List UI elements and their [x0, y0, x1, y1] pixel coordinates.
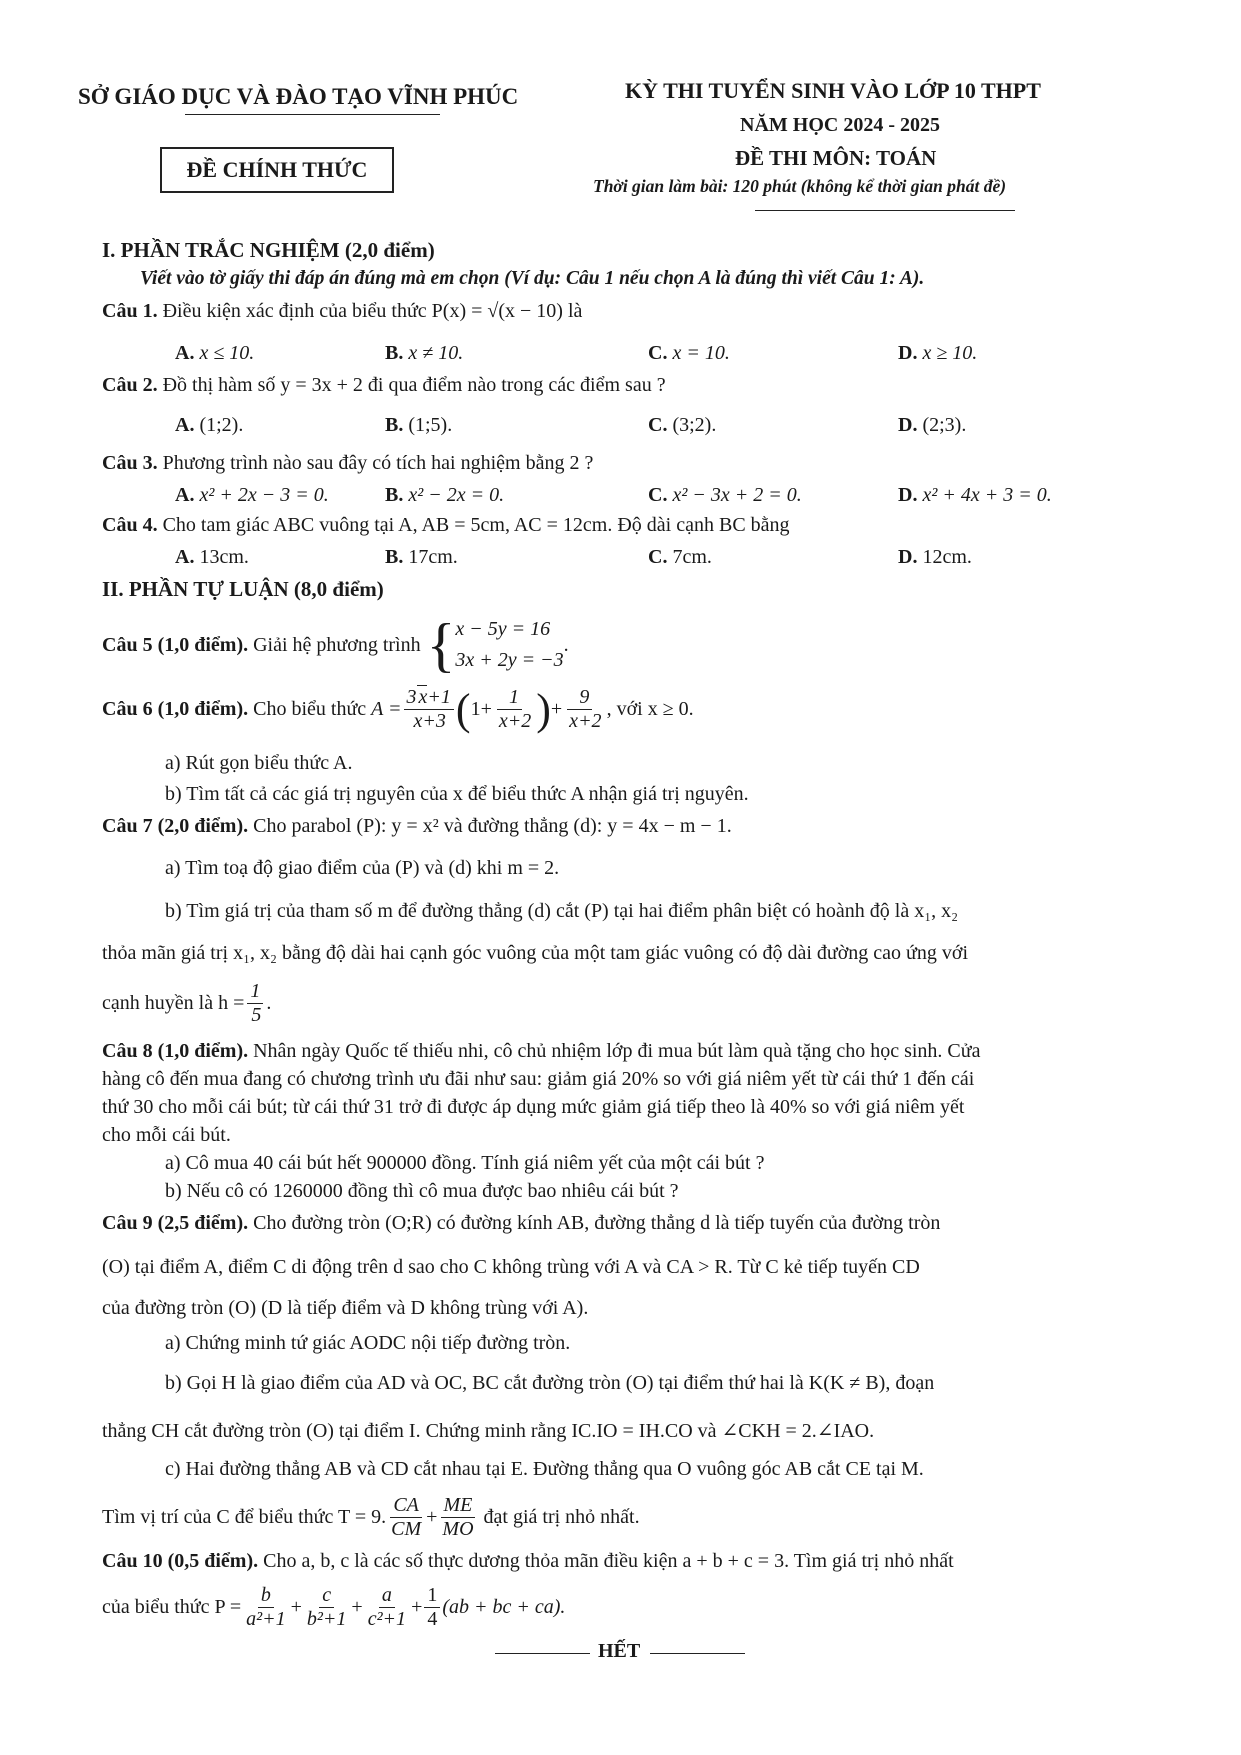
- q3-option-a: A. x² + 2x − 3 = 0.: [175, 484, 329, 506]
- fraction-a: $\frac{a}{\text{c²+1}}$: [367, 1584, 407, 1630]
- q1-option-a: A. x ≤ 10.: [175, 342, 255, 364]
- q3-option-b: B. x² − 2x = 0.: [385, 484, 505, 506]
- q1-label: Câu 1.: [102, 300, 158, 322]
- q7-part-b-line3: cạnh huyền là h = $\frac{1}{5}$ .: [102, 980, 272, 1026]
- expression-A: A =: [371, 698, 402, 720]
- q8-line3: thứ 30 cho mỗi cái bút; từ cái thứ 31 trở đi được áp dụng mức giảm giá tiếp theo là 40% so với giá niêm yết: [102, 1096, 965, 1118]
- time-underline: [755, 210, 1015, 211]
- q1-option-d: D. x ≥ 10.: [898, 342, 978, 364]
- q7-text: Cho parabol (P): y = x² và đường thẳng (d): y = 4x − m − 1.: [253, 815, 732, 837]
- q9-part-c-line1: c) Hai đường thẳng AB và CD cắt nhau tại E. Đường thẳng qua O vuông góc AB cắt CE tại M.: [165, 1458, 924, 1480]
- question-2: [102, 374, 666, 397]
- q5-label: Câu 5 (1,0 điểm).: [102, 633, 249, 656]
- q5-text: Giải hệ phương trình: [253, 633, 421, 656]
- q2-option-b: B. (1;5).: [385, 414, 453, 436]
- q6-text: Cho biểu thức: [253, 698, 367, 720]
- time-note: Thời gian làm bài: 120 phút (không kể thời gian phát đề): [593, 176, 1007, 196]
- q2-text: Đồ thị hàm số y = 3x + 2 đi qua điểm nào trong các điểm sau ?: [162, 374, 666, 396]
- q7-h-label: cạnh huyền là h =: [102, 992, 245, 1014]
- q9-part-a: a) Chứng minh tứ giác AODC nội tiếp đường tròn.: [165, 1332, 571, 1354]
- q2-option-c: C. (3;2).: [648, 414, 717, 436]
- part1-title: I. PHẦN TRẮC NGHIỆM (2,0 điểm): [102, 238, 435, 262]
- q3-option-d: D. x² + 4x + 3 = 0.: [898, 484, 1052, 506]
- q8-line1: Nhân ngày Quốc tế thiếu nhi, cô chủ nhiệm lớp đi mua bút làm quà tặng cho học sinh. Cửa: [253, 1040, 981, 1062]
- q4-option-b: B. 17cm.: [385, 546, 458, 568]
- q9-part-c-line2: Tìm vị trí của C để biểu thức T = 9. $\frac{CA}{CM}$ + $\frac{ME}{MO}$ đạt giá trị nhỏ nhất.: [102, 1494, 640, 1540]
- fraction-quarter: $\frac{1}{4}$: [424, 1584, 440, 1631]
- question-4: [102, 514, 790, 537]
- q2-label: Câu 2.: [102, 374, 158, 396]
- q4-option-c: C. 7cm.: [648, 546, 712, 568]
- fraction-2: $\frac{1}{x+2}$: [498, 686, 532, 732]
- q6-label: Câu 6 (1,0 điểm).: [102, 698, 249, 720]
- q8-part-b: b) Nếu cô có 1260000 đồng thì cô mua được bao nhiêu cái bút ?: [165, 1180, 679, 1202]
- q10-p-label: của biểu thức P =: [102, 1596, 242, 1618]
- q10-label: Câu 10 (0,5 điểm).: [102, 1550, 259, 1572]
- q4-text: Cho tam giác ABC vuông tại A, AB = 5cm, AC = 12cm. Độ dài cạnh BC bằng: [162, 514, 790, 536]
- department-name: SỞ GIÁO DỤC VÀ ĐÀO TẠO VĨNH PHÚC: [78, 84, 519, 109]
- q7-part-b-line1: b) Tìm giá trị của tham số m để đường thẳng (d) cắt (P) tại hai điểm phân biệt có hoành độ là x₁, x₂: [165, 900, 959, 922]
- fraction-me-mo: $\frac{ME}{MO}$: [442, 1494, 474, 1540]
- q9-part-b-line2: thẳng CH cắt đường tròn (O) tại điểm I. Chứng minh rằng IC.IO = IH.CO và ∠CKH = 2.∠IAO.: [102, 1420, 875, 1442]
- end-mark: HẾT: [598, 1640, 641, 1662]
- question-10: [102, 1550, 954, 1573]
- system-brace: {: [426, 612, 456, 678]
- q1-option-c: C. x = 10.: [648, 342, 730, 364]
- q7-part-b-line2: thỏa mãn giá trị x₁, x₂ bằng độ dài hai cạnh góc vuông của một tam giác vuông có độ dài đường cao ứng với: [102, 942, 969, 964]
- official-label-box: [160, 147, 394, 193]
- school-year: NĂM HỌC 2024 - 2025: [740, 114, 940, 136]
- q6-condition: , với x ≥ 0.: [606, 698, 694, 720]
- q4-option-d: D. 12cm.: [898, 546, 972, 568]
- q8-line2: hàng cô đến mua đang có chương trình ưu đãi như sau: giảm giá 20% so với giá niêm yết từ cái thứ 1 đến cái: [102, 1068, 975, 1090]
- q1-text: Điều kiện xác định của biểu thức P(x) = √(x − 10) là: [162, 300, 583, 322]
- q8-label: Câu 8 (1,0 điểm).: [102, 1040, 249, 1062]
- fraction-h: $\frac{1}{5}$: [246, 980, 264, 1027]
- q10-line2: của biểu thức P = $\frac{b}{\text{a²+1}}$ + $\frac{c}{\text{b²+1}}$ + $\frac{a}{\text{c²+1}}$ + $\frac{1}{4}$ (ab + bc + ca).: [102, 1584, 566, 1630]
- q2-option-d: D. (2;3).: [898, 414, 967, 436]
- fraction-3: $\frac{9}{x+2}$: [569, 686, 602, 732]
- q9-c-tail: đạt giá trị nhỏ nhất.: [483, 1506, 640, 1528]
- equation-system: [455, 614, 563, 676]
- q6-part-a: a) Rút gọn biểu thức A.: [165, 752, 353, 774]
- part1-instruction: Viết vào tờ giấy thi đáp án đúng mà em chọn (Ví dụ: Câu 1 nếu chọn A là đúng thì viết Câu 1: A).: [140, 268, 925, 289]
- q7-part-a: a) Tìm toạ độ giao điểm của (P) và (d) khi m = 2.: [165, 857, 560, 879]
- q1-option-b: B. x ≠ 10.: [385, 342, 464, 364]
- q6-part-b: b) Tìm tất cả các giá trị nguyên của x để biểu thức A nhận giá trị nguyên.: [165, 783, 749, 805]
- part2-title: II. PHẦN TỰ LUẬN (8,0 điểm): [102, 577, 384, 601]
- q3-option-c: C. x² − 3x + 2 = 0.: [648, 484, 802, 506]
- question-7: [102, 815, 732, 838]
- subject: ĐỀ THI MÔN: TOÁN: [735, 146, 937, 170]
- fraction-b: $\frac{b}{\text{a²+1}}$: [246, 1584, 286, 1630]
- question-8: [102, 1040, 980, 1063]
- q4-option-a: A. 13cm.: [175, 546, 249, 568]
- q9-c-text: Tìm vị trí của C để biểu thức T = 9.: [102, 1506, 387, 1528]
- q4-label: Câu 4.: [102, 514, 158, 536]
- end-line-right: [650, 1653, 745, 1654]
- q2-option-a: A. (1;2).: [175, 414, 244, 436]
- q9-label: Câu 9 (2,5 điểm).: [102, 1212, 249, 1234]
- header-underline: [185, 114, 440, 115]
- question-1: [102, 300, 582, 323]
- q9-line2: (O) tại điểm A, điểm C di động trên d sao cho C không trùng với A và CA > R. Từ C kẻ tiếp tuyến CD: [102, 1256, 920, 1278]
- equation-2: 3x + 2y = −3: [455, 649, 564, 671]
- q8-line4: cho mỗi cái bút.: [102, 1124, 231, 1146]
- q8-part-a: a) Cô mua 40 cái bút hết 900000 đồng. Tính giá niêm yết của một cái bút ?: [165, 1152, 765, 1174]
- fraction-1: $\frac{3 x+1}{x+3}$: [404, 686, 454, 733]
- end-line-left: [495, 1653, 590, 1654]
- q9-part-b-line1: b) Gọi H là giao điểm của AD và OC, BC cắt đường tròn (O) tại điểm thứ hai là K(K ≠ B), đoạn: [165, 1372, 935, 1394]
- question-5: Câu 5 (1,0 điểm). Giải hệ phương trình { x − 5y = 16 3x + 2y = −3 .: [102, 612, 569, 678]
- q10-line1: Cho a, b, c là các số thực dương thỏa mãn điều kiện a + b + c = 3. Tìm giá trị nhỏ nhất: [263, 1550, 954, 1572]
- question-6: Câu 6 (1,0 điểm). Cho biểu thức A = $\frac{3 x+1}{x+3}$ ( 1+ $\frac{1}{x+2}$ ) + $\frac{9}{x+2}$ , với x ≥ 0.: [102, 684, 694, 734]
- q10-tail: (ab + bc + ca).: [442, 1596, 566, 1618]
- question-9: [102, 1212, 940, 1235]
- equation-1: x − 5y = 16: [455, 618, 551, 640]
- fraction-ca-cm: $\frac{CA}{CM}$: [391, 1494, 422, 1540]
- q3-text: Phương trình nào sau đây có tích hai nghiệm bằng 2 ?: [162, 452, 594, 474]
- q9-line3: của đường tròn (O) (D là tiếp điểm và D không trùng với A).: [102, 1297, 589, 1319]
- official-label: ĐỀ CHÍNH THỨC: [186, 157, 368, 182]
- exam-name: KỲ THI TUYỂN SINH VÀO LỚP 10 THPT: [625, 78, 1041, 103]
- q3-label: Câu 3.: [102, 452, 158, 474]
- question-3: [102, 452, 593, 475]
- q7-label: Câu 7 (2,0 điểm).: [102, 815, 249, 837]
- q9-line1: Cho đường tròn (O;R) có đường kính AB, đường thẳng d là tiếp tuyến của đường tròn: [253, 1212, 941, 1234]
- fraction-c: $\frac{c}{\text{b²+1}}$: [306, 1584, 347, 1630]
